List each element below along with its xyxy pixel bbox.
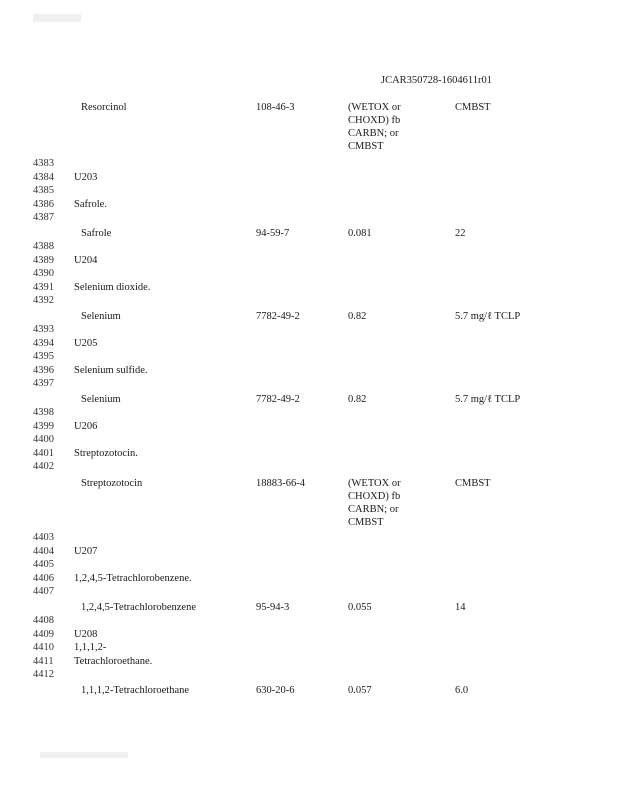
line-number: 4410 bbox=[33, 642, 54, 653]
line-number: 4407 bbox=[33, 586, 54, 597]
wastewater-standard: 0.055 bbox=[348, 602, 372, 613]
nonwastewater-standard: 22 bbox=[455, 228, 466, 239]
waste-code: U204 bbox=[74, 255, 98, 266]
line-number: 4388 bbox=[33, 241, 54, 252]
line-number: 4390 bbox=[33, 268, 54, 279]
constituent-name: Selenium bbox=[81, 311, 121, 322]
nonwastewater-standard: 5.7 mg/ℓ TCLP bbox=[455, 311, 521, 322]
constituent-name: 1,1,1,2-Tetrachloroethane bbox=[81, 685, 190, 696]
waste-name: Selenium dioxide. bbox=[74, 282, 151, 293]
nonwastewater-standard: 14 bbox=[455, 602, 466, 613]
wastewater-standard: (WETOX or CHOXD) fb CARBN; or CMBST bbox=[348, 478, 401, 528]
line-number: 4385 bbox=[33, 185, 54, 196]
waste-name-line1: 1,1,1,2- bbox=[74, 642, 107, 653]
constituent-resorcinol: Resorcinol bbox=[81, 102, 127, 113]
waste-code: U206 bbox=[74, 421, 98, 432]
line-number: 4392 bbox=[33, 295, 54, 306]
line-number: 4384 bbox=[33, 172, 54, 183]
line-number: 4394 bbox=[33, 338, 54, 349]
document-id: JCAR350728-1604611r01 bbox=[381, 75, 493, 86]
line-number: 4396 bbox=[33, 365, 54, 376]
waste-name: 1,2,4,5-Tetrachlorobenzene. bbox=[74, 573, 192, 584]
line-number: 4400 bbox=[33, 434, 54, 445]
cas-number: 95-94-3 bbox=[256, 602, 290, 613]
cas-number: 7782-49-2 bbox=[256, 311, 300, 322]
wastewater-standard: 0.82 bbox=[348, 311, 367, 322]
waste-code: U208 bbox=[74, 629, 98, 640]
line-number: 4403 bbox=[33, 532, 54, 543]
line-number: 4401 bbox=[33, 448, 54, 459]
scan-smudge-bottom bbox=[40, 752, 128, 758]
wastewater-standard: 0.82 bbox=[348, 394, 367, 405]
cas-number: 7782-49-2 bbox=[256, 394, 300, 405]
waste-name-line2: Tetrachloroethane. bbox=[74, 656, 153, 667]
waste-code: U205 bbox=[74, 338, 98, 349]
constituent-name: 1,2,4,5-Tetrachlorobenzene bbox=[81, 602, 197, 613]
cas-number: 18883-66-4 bbox=[256, 478, 305, 489]
constituent-name: Selenium bbox=[81, 394, 121, 405]
line-number: 4391 bbox=[33, 282, 54, 293]
line-number: 4406 bbox=[33, 573, 54, 584]
line-number: 4411 bbox=[33, 656, 54, 667]
line-number: 4397 bbox=[33, 378, 54, 389]
wastewater-standard: (WETOX or CHOXD) fb CARBN; or CMBST bbox=[348, 102, 401, 152]
constituent-name: Streptozotocin bbox=[81, 478, 143, 489]
waste-code: U207 bbox=[74, 546, 98, 557]
nonwastewater-standard: CMBST bbox=[455, 102, 491, 113]
line-number: 4389 bbox=[33, 255, 54, 266]
waste-code: U203 bbox=[74, 172, 98, 183]
wastewater-standard: 0.081 bbox=[348, 228, 372, 239]
line-number: 4395 bbox=[33, 351, 54, 362]
wastewater-standard: 0.057 bbox=[348, 685, 372, 696]
line-number: 4409 bbox=[33, 629, 54, 640]
nonwastewater-standard: CMBST bbox=[455, 478, 491, 489]
cas-number: 94-59-7 bbox=[256, 228, 290, 239]
line-number: 4405 bbox=[33, 559, 54, 570]
line-number: 4404 bbox=[33, 546, 54, 557]
line-number: 4398 bbox=[33, 407, 54, 418]
cas-number: 630-20-6 bbox=[256, 685, 295, 696]
line-number: 4408 bbox=[33, 615, 54, 626]
line-number: 4393 bbox=[33, 324, 54, 335]
cas-number: 108-46-3 bbox=[256, 102, 295, 113]
waste-name: Streptozotocin. bbox=[74, 448, 138, 459]
constituent-name: Safrole bbox=[81, 228, 112, 239]
nonwastewater-standard: 5.7 mg/ℓ TCLP bbox=[455, 394, 521, 405]
line-number: 4383 bbox=[33, 158, 54, 169]
waste-name: Safrole. bbox=[74, 199, 107, 210]
line-number: 4402 bbox=[33, 461, 54, 472]
line-number: 4387 bbox=[33, 212, 54, 223]
line-number: 4386 bbox=[33, 199, 54, 210]
line-number: 4412 bbox=[33, 669, 54, 680]
scan-smudge-top bbox=[33, 14, 81, 22]
nonwastewater-standard: 6.0 bbox=[455, 685, 469, 696]
waste-name: Selenium sulfide. bbox=[74, 365, 148, 376]
line-number: 4399 bbox=[33, 421, 54, 432]
